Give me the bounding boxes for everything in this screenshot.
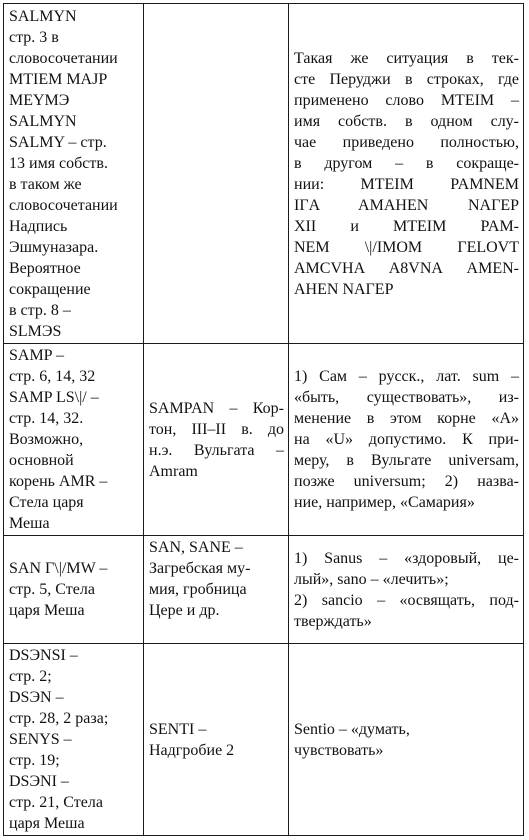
cell-line: Эшмуназара. (9, 238, 99, 256)
word-cell (4, 344, 144, 536)
comment-cell (289, 536, 524, 644)
cell-line: DSЭNI – (9, 773, 69, 790)
cell-line: Вероятное (9, 259, 81, 277)
cell-line: стр. 2; (9, 668, 52, 685)
cell-line: SENYS – (9, 731, 72, 748)
cell-line: 1) Сам – русск., лат. sum – (294, 368, 519, 385)
cell-line: применено слово MTEIM – (294, 91, 519, 109)
cell-line: Загребская му- (149, 560, 251, 577)
cell-line: тверждать» (294, 612, 372, 630)
glossary-table (3, 3, 524, 836)
cell-line: позже universum; 2) назва- (294, 473, 519, 490)
cell-line: SENTI – (149, 720, 207, 738)
cell-line: менение в этом корне «А» (294, 410, 519, 427)
cell-line: Такая же ситуация в тек- (294, 49, 519, 67)
cell-line: тон, III–II в. до (149, 420, 284, 438)
word-cell (4, 4, 144, 344)
comment-cell (289, 4, 524, 344)
cell-line: SALMY – стр. (9, 133, 107, 151)
cell-line: н.э. Вульгата – (149, 441, 284, 459)
cell-line: SLMЭS (9, 322, 62, 340)
source-cell (144, 644, 289, 836)
cell-line: основной (9, 452, 74, 469)
cell-line: Надпись (9, 217, 68, 235)
cell-line: IГA AMAHEN NAГEP (294, 196, 519, 214)
cell-line: в таком же (9, 175, 82, 193)
table-row (4, 536, 524, 644)
cell-line: царя Меша (9, 602, 85, 619)
cell-line: 2) sancio – «освящать, под- (294, 591, 519, 609)
cell-line: словосочетании (9, 49, 118, 67)
cell-line: стр. 14, 32. (9, 410, 84, 427)
cell-line: Цере и др. (149, 602, 220, 619)
cell-line: нии: MTEIM PAMNEM (294, 175, 519, 193)
cell-line: Возможно, (9, 431, 84, 448)
cell-line: Меша (9, 515, 50, 532)
cell-line: царя Меша (9, 815, 85, 832)
word-cell (4, 536, 144, 644)
cell-line: меру, в Вульгате universam, (294, 452, 519, 469)
cell-line: корень AMR – (9, 473, 108, 490)
cell-line: сокращение (9, 280, 91, 298)
cell-line: имя собств. в одном слу- (294, 112, 519, 130)
cell-line: стр. 19; (9, 752, 60, 769)
cell-line: в другом – в сокраще- (294, 154, 519, 172)
cell-line: SALMYN (9, 7, 77, 25)
cell-line: SALMYN (9, 112, 77, 130)
cell-line: NEM \|/IMOM ГELOVT (294, 238, 519, 256)
cell-line: XII и MTEIM PAM- (294, 217, 519, 235)
cell-line: SAN Г\|/MW – (9, 560, 108, 577)
cell-line: на «U» допустимо. К при- (294, 431, 519, 448)
cell-line: AHEN NAГEP (294, 280, 394, 298)
cell-line: чае приведено полностью, (294, 133, 519, 151)
cell-line: лый», sano – «лечить»; (294, 570, 449, 588)
cell-line: 1) Sanus – «здоровый, це- (294, 549, 519, 567)
comment-cell (289, 644, 524, 836)
table-row (4, 344, 524, 536)
cell-line: «быть, существовать», из- (294, 389, 519, 406)
cell-line: SAN, SANE – (149, 539, 243, 556)
table-row (4, 4, 524, 344)
word-cell (4, 644, 144, 836)
cell-line: DSЭNSI – (9, 647, 78, 664)
table-row (4, 644, 524, 836)
cell-line: MEYMЭ (9, 91, 70, 109)
cell-line: SAMPAN – Кор- (149, 399, 284, 417)
cell-line: SAMP – (9, 347, 64, 364)
cell-line: сте Перуджи в строках, где (294, 70, 519, 88)
cell-line: Amram (149, 462, 198, 480)
cell-line: Sentio – «думать, (294, 720, 410, 738)
cell-line: Стела царя (9, 494, 84, 511)
cell-line: 13 имя собств. (9, 154, 108, 172)
cell-line: SAMP LS\|/ – (9, 389, 99, 406)
cell-line: DSЭN – (9, 689, 64, 706)
source-cell (144, 4, 289, 344)
cell-line: MTIEM MAJP (9, 70, 108, 88)
cell-line: стр. 5, Стела (9, 581, 95, 598)
cell-line: в стр. 8 – (9, 301, 71, 319)
cell-line: ние, например, «Самария» (294, 494, 475, 511)
cell-line: стр. 6, 14, 32 (9, 368, 96, 385)
cell-line: Надгробие 2 (149, 741, 235, 759)
cell-line: стр. 28, 2 раза; (9, 710, 109, 727)
cell-line: чувствовать» (294, 741, 384, 759)
source-cell (144, 536, 289, 644)
cell-line: стр. 21, Стела (9, 794, 103, 811)
cell-line: словосочетании (9, 196, 118, 214)
cell-line: стр. 3 в (9, 28, 59, 46)
cell-line: мия, гробница (149, 581, 247, 598)
cell-line: AMCVHA A8VNA AMEN- (294, 259, 519, 277)
comment-cell (289, 344, 524, 536)
source-cell (144, 344, 289, 536)
